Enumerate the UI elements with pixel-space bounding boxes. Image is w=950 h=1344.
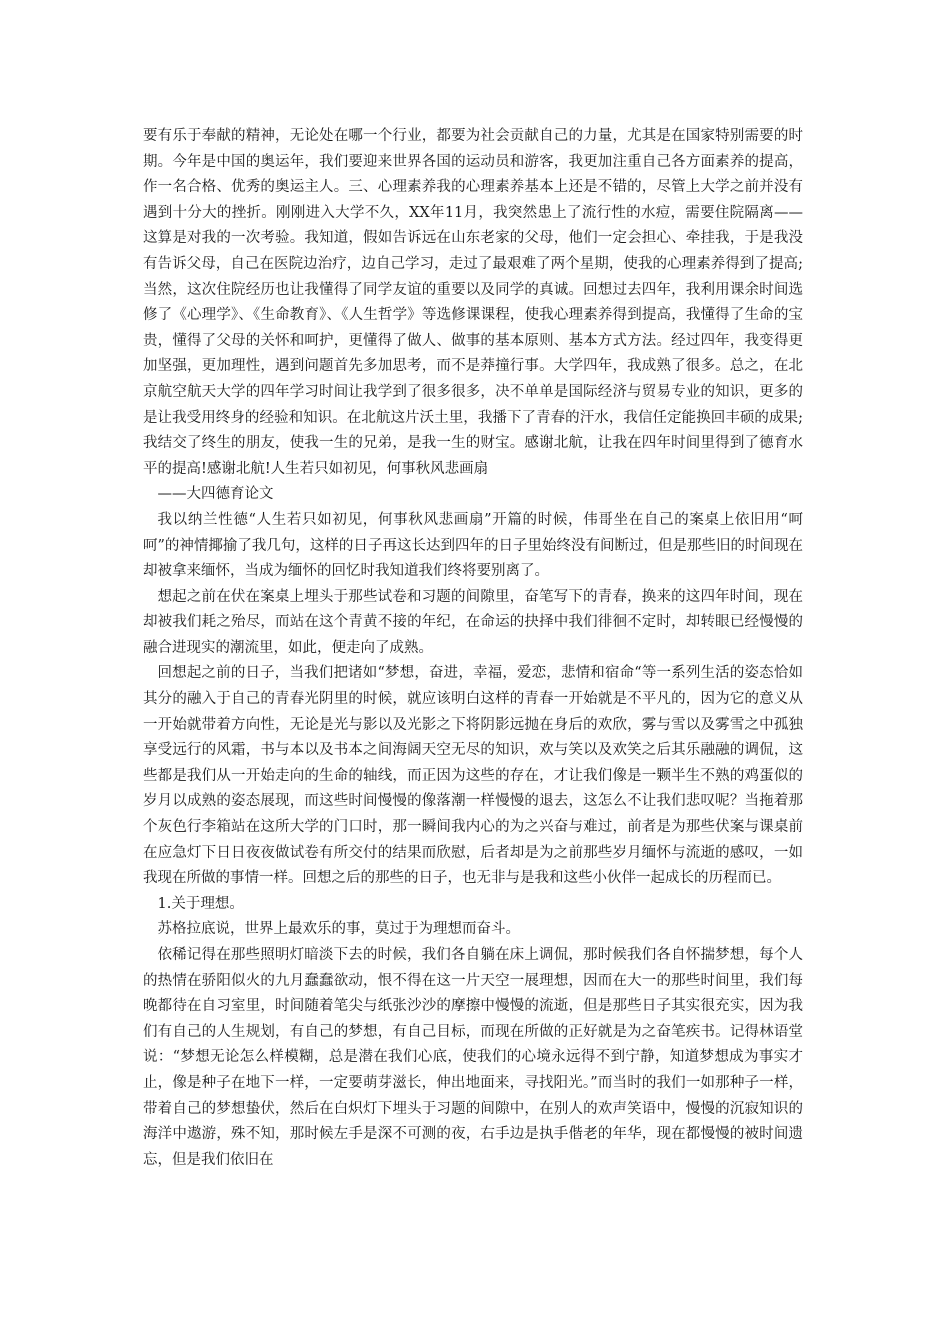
- paragraph-dreams: 依稀记得在那些照明灯暗淡下去的时候，我们各自躺在床上调侃，那时候我们各自怀揣梦想，每个人的热情在骄阳似火的九月蠢蠢欲动，恨不得在这一片天空一展理想，因而在大一的那些时间里，我们每晚都待在自习室里，时间随着笔尖与纸张沙沙的摩擦中慢慢的流逝，但是那些日子其实很充实，因为我们有自己的人生规划，有自己的梦想，有自己目标，而现在所做的正好就是为之奋笔疾书。记得林语堂说：“梦想无论怎么样模糊，总是潜在我们心底，使我们的心境永远得不到宁静，知道梦想成为事实才止，像是种子在地下一样，一定要萌芽滋长，伸出地面来，寻找阳光。”而当时的我们一如那种子一样，带着自己的梦想蛰伏，然后在白炽灯下埋头于习题的间隙中，在别人的欢声笑语中，慢慢的沉寂知识的海洋中遨游，殊不知，那时候左手是深不可测的夜，右手边是执手偕老的年华，现在都慢慢的被时间遗忘，但是我们依旧在: [143, 947, 803, 1168]
- paragraph-past-days: 回想起之前的日子，当我们把诸如“梦想，奋进，幸福，爱恋，悲情和宿命“等一系列生活的姿态恰如其分的融入于自己的青春光阴里的时候，就应该明白这样的青春一开始就是不平凡的，因为它的意义从一开始就带着方向性，无论是光与影以及光影之下将阴影远抛在身后的欢欣，雾与雪以及雾雪之中孤独享受远行的风霜，书与本以及书本之间海阔天空无尽的知识，欢与笑以及欢笑之后其乐融融的调侃，这些都是我们从一开始走向的生命的轴线，而正因为这些的存在，才让我们像是一颗半生不熟的鸡蛋似的岁月以成熟的姿态展现，而这些时间慢慢的像落潮一样慢慢的退去，这怎么不让我们悲叹呢？当拖着那个灰色行李箱站在这所大学的门口时，那一瞬间我内心的为之兴奋与难过，前者是为那些伏案与课桌前在应急灯下日日夜夜做试卷有所交付的结果而欣慰，后者却是为之前那些岁月缅怀与流逝的感叹，一如我现在所做的事情一样。回想之后的那些的日子，也无非与是我和这些小伙伴一起成长的历程而已。: [143, 665, 803, 887]
- document-page: [143, 124, 803, 1173]
- paragraph-recollection: 想起之前在伏在案桌上埋头于那些试卷和习题的间隙里，奋笔写下的青春，换来的这四年时间，现在却被我们耗之殆尽，而站在这个青黄不接的年纪，在命运的抉择中我们徘徊不定时，却转眼已经慢慢的融合进现实的潮流里，如此，便走向了成熟。: [143, 588, 803, 656]
- section-heading-ideals: 1.关于理想。: [157, 895, 244, 912]
- paragraph-socrates-quote: 苏格拉底说，世界上最欢乐的事，莫过于为理想而奋斗。: [157, 921, 520, 938]
- essay-subtitle: ——大四德育论文: [157, 486, 274, 503]
- paragraph-continuation: 要有乐于奉献的精神，无论处在哪一个行业，都要为社会贡献自己的力量，尤其是在国家特别需要的时期。今年是中国的奥运年，我们要迎来世界各国的运动员和游客，我更加注重自己各方面素养的提高，作一名合格、优秀的奥运主人。三、心理素养我的心理素养基本上还是不错的，尽管上大学之前并没有遇到十分大的挫折。刚刚进入大学不久，XX年11月，我突然患上了流行性的水痘，需要住院隔离——这算是对我的一次考验。我知道，假如告诉远在山东老家的父母，他们一定会担心、牵挂我，于是我没有告诉父母，自己在医院边治疗，边自己学习，走过了最艰难了两个星期，使我的心理素养得到了提高;当然，这次住院经历也让我懂得了同学友谊的重要以及同学的真诚。回想过去四年，我利用课余时间选修了《心理学》、《生命教育》、《人生哲学》等选修课课程，使我心理素养得到提高，我懂得了生命的宝贵，懂得了父母的关怀和呵护，更懂得了做人、做事的基本原则、基本方式方法。经过四年，我变得更加坚强，更加理性，遇到问题首先多加思考，而不是莽撞行事。大学四年，我成熟了很多。总之，在北京航空航天大学的四年学习时间让我学到了很多很多，决不单单是国际经济与贸易专业的知识，更多的是让我受用终身的经验和知识。在北航这片沃土里，我播下了青春的汗水，我信任定能换回丰硕的成果;我结交了终生的朋友，使我一生的兄弟，是我一生的财宝。感谢北航，让我在四年时间里得到了德育水平的提高!感谢北航!人生若只如初见，何事秋风悲画扇: [143, 128, 803, 477]
- paragraph-opening: 我以纳兰性德“人生若只如初见，何事秋风悲画扇”开篇的时候，伟哥坐在自己的案桌上依旧用“呵呵”的神情揶揄了我几句，这样的日子再这长达到四年的日子里始终没有间断过，但是那些旧的时间现在却被拿来缅怀，当成为缅怀的回忆时我知道我们终将要别离了。: [143, 511, 803, 580]
